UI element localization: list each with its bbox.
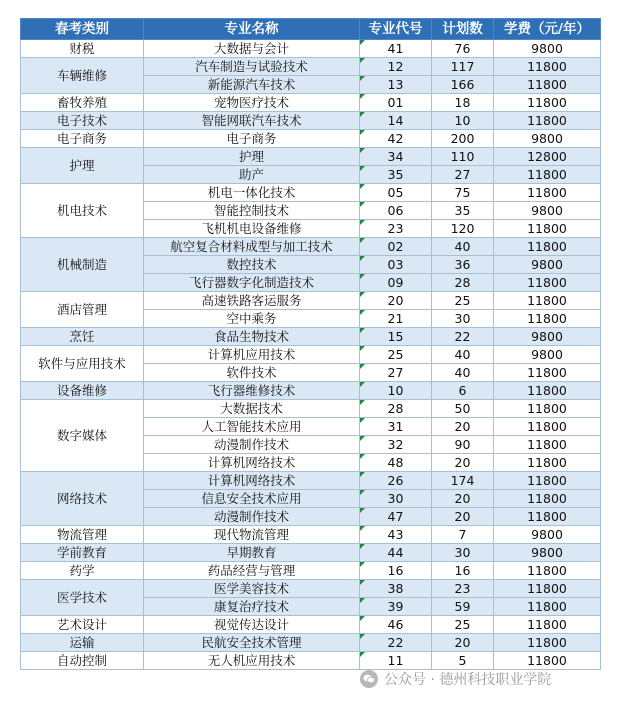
plan-count-cell: 174 [432,472,494,490]
table-row [21,292,601,310]
major-code-cell: 05 [360,184,432,202]
table-row [21,238,601,256]
major-code-cell: 43 [360,526,432,544]
major-name-cell: 民航安全技术管理 [144,634,360,652]
major-name-cell: 数控技术 [144,256,360,274]
category-cell: 艺术设计 [21,616,144,634]
major-code-cell: 16 [360,562,432,580]
table-row [21,94,601,112]
major-name-cell: 飞机机电设备维修 [144,220,360,238]
table-row [21,580,601,598]
major-name-cell: 视觉传达设计 [144,616,360,634]
table-row [21,328,601,346]
plan-count-cell: 35 [432,202,494,220]
tuition-cell: 11800 [494,634,601,652]
table-body [21,40,601,670]
table-row [21,634,601,652]
plan-count-cell: 30 [432,544,494,562]
wechat-icon [360,670,378,688]
plan-count-cell: 20 [432,418,494,436]
major-code-cell: 01 [360,94,432,112]
tuition-cell: 11800 [494,166,601,184]
tuition-cell: 11800 [494,562,601,580]
table-row [21,40,601,58]
tuition-cell: 11800 [494,76,601,94]
category-cell: 电子商务 [21,130,144,148]
major-code-cell: 13 [360,76,432,94]
major-name-cell: 智能控制技术 [144,202,360,220]
tuition-cell: 11800 [494,112,601,130]
plan-count-cell: 27 [432,166,494,184]
tuition-cell: 11800 [494,508,601,526]
major-name-cell: 食品生物技术 [144,328,360,346]
category-cell: 设备维修 [21,382,144,400]
header-category: 春考类别 [21,19,144,40]
major-code-cell: 44 [360,544,432,562]
plan-count-cell: 6 [432,382,494,400]
plan-count-cell: 20 [432,508,494,526]
category-cell: 电子技术 [21,112,144,130]
plan-count-cell: 28 [432,274,494,292]
table-row [21,148,601,166]
tuition-cell: 11800 [494,382,601,400]
tuition-cell: 9800 [494,544,601,562]
plan-count-cell: 23 [432,580,494,598]
header-major-code: 专业代号 [360,19,432,40]
plan-count-cell: 76 [432,40,494,58]
table-row [21,346,601,364]
plan-count-cell: 10 [432,112,494,130]
major-code-cell: 48 [360,454,432,472]
table-row [21,652,601,670]
major-code-cell: 22 [360,634,432,652]
tuition-cell: 9800 [494,346,601,364]
tuition-cell: 11800 [494,238,601,256]
major-name-cell: 无人机应用技术 [144,652,360,670]
major-code-cell: 25 [360,346,432,364]
plan-count-cell: 40 [432,238,494,256]
major-code-cell: 21 [360,310,432,328]
major-name-cell: 医学美容技术 [144,580,360,598]
major-name-cell: 大数据技术 [144,400,360,418]
tuition-cell: 11800 [494,652,601,670]
category-cell: 畜牧养殖 [21,94,144,112]
major-name-cell: 计算机网络技术 [144,472,360,490]
plan-count-cell: 5 [432,652,494,670]
category-cell: 网络技术 [21,472,144,526]
major-code-cell: 39 [360,598,432,616]
tuition-cell: 11800 [494,598,601,616]
tuition-cell: 11800 [494,184,601,202]
plan-count-cell: 110 [432,148,494,166]
major-code-cell: 20 [360,292,432,310]
table-row [21,616,601,634]
major-name-cell: 动漫制作技术 [144,508,360,526]
category-cell: 机械制造 [21,238,144,292]
tuition-cell: 11800 [494,220,601,238]
major-name-cell: 信息安全技术应用 [144,490,360,508]
plan-count-cell: 166 [432,76,494,94]
table-row [21,526,601,544]
tuition-cell: 12800 [494,148,601,166]
major-name-cell: 康复治疗技术 [144,598,360,616]
tuition-cell: 9800 [494,40,601,58]
major-name-cell: 智能网联汽车技术 [144,112,360,130]
plan-count-cell: 200 [432,130,494,148]
plan-count-cell: 20 [432,454,494,472]
category-cell: 烹饪 [21,328,144,346]
tuition-cell: 11800 [494,436,601,454]
header-row [21,19,601,40]
category-cell: 药学 [21,562,144,580]
table-row [21,400,601,418]
admission-plan-table [20,18,601,670]
major-name-cell: 现代物流管理 [144,526,360,544]
watermark [360,668,551,690]
tuition-cell: 9800 [494,526,601,544]
major-code-cell: 28 [360,400,432,418]
category-cell: 机电技术 [21,184,144,238]
header-major-name: 专业名称 [144,19,360,40]
plan-count-cell: 22 [432,328,494,346]
major-name-cell: 宠物医疗技术 [144,94,360,112]
tuition-cell: 11800 [494,418,601,436]
category-cell: 学前教育 [21,544,144,562]
category-cell: 酒店管理 [21,292,144,328]
major-code-cell: 46 [360,616,432,634]
plan-count-cell: 90 [432,436,494,454]
table-row [21,58,601,76]
major-code-cell: 34 [360,148,432,166]
tuition-cell: 9800 [494,130,601,148]
major-code-cell: 30 [360,490,432,508]
category-cell: 数字媒体 [21,400,144,472]
major-code-cell: 10 [360,382,432,400]
tuition-cell: 11800 [494,616,601,634]
plan-count-cell: 40 [432,364,494,382]
major-code-cell: 38 [360,580,432,598]
major-name-cell: 大数据与会计 [144,40,360,58]
major-code-cell: 06 [360,202,432,220]
category-cell: 自动控制 [21,652,144,670]
major-name-cell: 助产 [144,166,360,184]
tuition-cell: 11800 [494,58,601,76]
major-name-cell: 计算机网络技术 [144,454,360,472]
major-code-cell: 32 [360,436,432,454]
major-name-cell: 早期教育 [144,544,360,562]
plan-count-cell: 117 [432,58,494,76]
major-name-cell: 飞行器维修技术 [144,382,360,400]
plan-count-cell: 20 [432,634,494,652]
major-name-cell: 机电一体化技术 [144,184,360,202]
header-tuition: 学费（元/年） [494,19,601,40]
tuition-cell: 11800 [494,472,601,490]
major-name-cell: 空中乘务 [144,310,360,328]
tuition-cell: 11800 [494,400,601,418]
tuition-cell: 9800 [494,202,601,220]
major-code-cell: 27 [360,364,432,382]
major-code-cell: 02 [360,238,432,256]
major-code-cell: 15 [360,328,432,346]
table-row [21,544,601,562]
tuition-cell: 11800 [494,580,601,598]
category-cell: 医学技术 [21,580,144,616]
major-name-cell: 药品经营与管理 [144,562,360,580]
table-row [21,130,601,148]
category-cell: 物流管理 [21,526,144,544]
category-cell: 财税 [21,40,144,58]
plan-count-cell: 7 [432,526,494,544]
table-row [21,472,601,490]
table-row [21,184,601,202]
major-name-cell: 汽车制造与试验技术 [144,58,360,76]
major-name-cell: 软件技术 [144,364,360,382]
major-code-cell: 23 [360,220,432,238]
major-name-cell: 飞行器数字化制造技术 [144,274,360,292]
tuition-cell: 11800 [494,94,601,112]
plan-count-cell: 30 [432,310,494,328]
tuition-cell: 11800 [494,310,601,328]
tuition-cell: 9800 [494,328,601,346]
category-cell: 车辆维修 [21,58,144,94]
tuition-cell: 11800 [494,292,601,310]
major-name-cell: 护理 [144,148,360,166]
table-row [21,562,601,580]
category-cell: 运输 [21,634,144,652]
major-code-cell: 26 [360,472,432,490]
plan-count-cell: 16 [432,562,494,580]
major-code-cell: 42 [360,130,432,148]
table-row [21,112,601,130]
plan-count-cell: 18 [432,94,494,112]
major-code-cell: 12 [360,58,432,76]
major-code-cell: 31 [360,418,432,436]
major-code-cell: 14 [360,112,432,130]
plan-count-cell: 50 [432,400,494,418]
tuition-cell: 11800 [494,454,601,472]
major-name-cell: 计算机应用技术 [144,346,360,364]
tuition-cell: 11800 [494,490,601,508]
major-name-cell: 高速铁路客运服务 [144,292,360,310]
tuition-cell: 11800 [494,274,601,292]
category-cell: 护理 [21,148,144,184]
major-code-cell: 47 [360,508,432,526]
major-code-cell: 35 [360,166,432,184]
major-name-cell: 航空复合材料成型与加工技术 [144,238,360,256]
major-name-cell: 新能源汽车技术 [144,76,360,94]
plan-count-cell: 25 [432,616,494,634]
major-name-cell: 电子商务 [144,130,360,148]
major-code-cell: 11 [360,652,432,670]
header-plan-count: 计划数 [432,19,494,40]
major-code-cell: 41 [360,40,432,58]
table-row [21,382,601,400]
major-code-cell: 03 [360,256,432,274]
plan-count-cell: 25 [432,292,494,310]
plan-count-cell: 40 [432,346,494,364]
plan-count-cell: 59 [432,598,494,616]
tuition-cell: 9800 [494,256,601,274]
major-name-cell: 动漫制作技术 [144,436,360,454]
plan-count-cell: 20 [432,490,494,508]
major-name-cell: 人工智能技术应用 [144,418,360,436]
category-cell: 软件与应用技术 [21,346,144,382]
plan-count-cell: 75 [432,184,494,202]
tuition-cell: 11800 [494,364,601,382]
watermark-text: 公众号 · 德州科技职业学院 [384,672,552,688]
major-code-cell: 09 [360,274,432,292]
plan-count-cell: 36 [432,256,494,274]
plan-count-cell: 120 [432,220,494,238]
